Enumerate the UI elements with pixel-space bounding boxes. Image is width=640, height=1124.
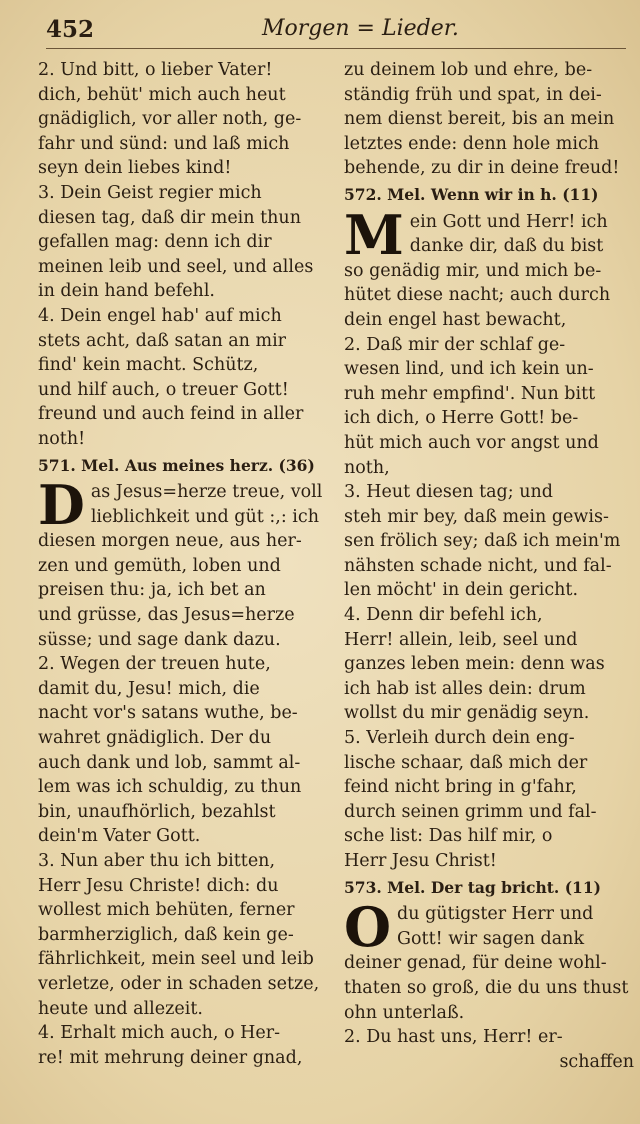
hymn-573-opening <box>344 895 634 960</box>
text-line: diesen morgen neue, aus her- <box>38 531 302 552</box>
text-line: ich dich, o Herre Gott! be- <box>344 408 579 429</box>
text-line: stets acht, daß satan an mir <box>38 330 287 351</box>
text-line: noth! <box>38 428 86 449</box>
text-line: nacht vor's satans wuthe, be- <box>38 703 298 724</box>
text-line: sen frölich sey; daß ich mein'm <box>344 531 621 552</box>
text-line: Herr Jesu Christe! dich: du <box>38 875 279 896</box>
text-line: fahr und sünd: und laß mich <box>38 133 290 154</box>
hymn-571-opening <box>38 473 330 538</box>
text-line: so genädig mir, und mich be- <box>344 260 602 281</box>
text-line: as Jesus=herze treue, voll <box>90 482 323 503</box>
text-line: du gütigster Herr und <box>397 904 594 925</box>
text-line: Herr! allein, leib, seel und <box>344 629 578 650</box>
text-line: 3. Nun aber thu ich bitten, <box>38 851 276 871</box>
text-line: Gott! wir sagen dank <box>397 928 585 949</box>
text-line: ein Gott und Herr! ich <box>409 211 608 232</box>
drop-cap: M <box>344 202 404 267</box>
text-line: bin, unaufhörlich, bezahlst <box>38 801 276 822</box>
text-line: seyn dein liebes kind! <box>38 158 232 179</box>
text-line: find' kein macht. Schütz, <box>38 355 259 376</box>
page-number: 452 <box>46 16 95 43</box>
text-line: lem was ich schuldig, zu thun <box>38 777 302 798</box>
text-line: und grüsse, das Jesus=herze <box>38 605 295 626</box>
hymn-572-heading: 572. Mel. Wenn wir in h. (11) <box>344 184 599 204</box>
text-line: ganzes leben mein: denn was <box>344 654 605 675</box>
text-line: 2. Daß mir der schlaf ge- <box>344 334 566 355</box>
text-line: diesen tag, daß dir mein thun <box>38 207 301 228</box>
running-title: Morgen = Lieder. <box>262 16 459 41</box>
text-line: wesen lind, und ich kein un- <box>344 359 594 380</box>
text-line: deiner genad, für deine wohl- <box>344 953 607 974</box>
hymn-573-heading: 573. Mel. Der tag bricht. (11) <box>344 877 601 897</box>
text-line: und hilf auch, o treuer Gott! <box>38 379 289 400</box>
hymn-571-heading: 571. Mel. Aus meines herz. (36) <box>38 455 315 475</box>
hymn-570-verses <box>38 58 330 452</box>
text-line: damit du, Jesu! mich, die <box>38 678 260 699</box>
text-line: 2. Wegen der treuen hute, <box>38 654 271 675</box>
text-line: zu deinem lob und ehre, be- <box>344 60 593 80</box>
text-line: hütet diese nacht; auch durch <box>344 285 611 306</box>
text-line: ohn unterlaß. <box>344 1002 465 1023</box>
right-column <box>344 58 634 1074</box>
text-line: lische schaar, daß mich der <box>344 752 588 773</box>
text-line: 4. Denn dir befehl ich, <box>344 605 543 626</box>
hymn-572-verses <box>344 259 634 874</box>
text-line: 5. Verleih durch dein eng- <box>344 728 575 749</box>
text-line: heute und allezeit. <box>38 998 203 1019</box>
text-line: verletze, oder in schaden setze, <box>38 973 320 994</box>
text-line: nähsten schade nicht, und fal- <box>344 555 612 576</box>
text-line: 2. Du hast uns, Herr! er- <box>344 1027 563 1048</box>
text-line: dich, behüt' mich auch heut <box>38 84 286 105</box>
text-line: danke dir, daß du bist <box>409 236 604 257</box>
text-line: steh mir bey, daß mein gewis- <box>344 506 609 527</box>
text-line: dein'm Vater Gott. <box>38 826 201 847</box>
catchword: schaffen <box>559 1051 634 1072</box>
text-line: behende, zu dir in deine freud! <box>344 158 620 179</box>
text-line: auch dank und lob, sammt al- <box>38 752 301 773</box>
text-line: barmherziglich, daß kein ge- <box>38 924 294 945</box>
text-line: freund und auch feind in aller <box>38 404 304 425</box>
text-line: re! mit mehrung deiner gnad, <box>38 1047 303 1068</box>
text-line: wahret gnädiglich. Der du <box>38 728 272 749</box>
text-line: wollst du mir genädig seyn. <box>344 703 590 724</box>
text-line: fährlichkeit, mein seel und leib <box>38 949 314 970</box>
text-line: in dein hand befehl. <box>38 281 215 302</box>
text-line: gefallen mag: denn ich dir <box>38 232 272 253</box>
text-line: hüt mich auch vor angst und <box>344 432 599 453</box>
hymn-571-continuation <box>344 58 634 181</box>
text-line: Herr Jesu Christ! <box>344 851 497 871</box>
text-line: ruh mehr empfind'. Nun bitt <box>344 383 596 404</box>
left-column <box>38 58 330 1070</box>
text-line: 4. Dein engel hab' auf mich <box>38 305 282 326</box>
text-line: noth, <box>344 457 390 478</box>
text-line: len möcht' in dein gericht. <box>344 580 579 601</box>
text-line: 4. Erhalt mich auch, o Her- <box>38 1023 281 1044</box>
text-line: thaten so groß, die du uns thust <box>344 977 629 998</box>
text-line: 2. Und bitt, o lieber Vater! <box>38 60 273 80</box>
text-line: ich hab ist alles dein: drum <box>344 678 586 699</box>
text-line: nem dienst bereit, bis an mein <box>344 109 615 130</box>
text-line: lieblichkeit und güt :,: ich <box>90 506 319 527</box>
hymn-573-verses <box>344 951 634 1074</box>
text-line: feind nicht bring in g'fahr, <box>344 777 577 798</box>
drop-cap: O <box>344 895 392 960</box>
text-line: ständig früh und spat, in dei- <box>344 84 602 105</box>
drop-cap: D <box>38 473 85 538</box>
text-line: dein engel hast bewacht, <box>344 309 567 330</box>
hymn-572-opening <box>344 202 634 267</box>
text-line: süsse; und sage dank dazu. <box>38 629 281 650</box>
text-line: durch seinen grimm und fal- <box>344 801 597 822</box>
text-line: 3. Dein Geist regier mich <box>38 182 262 203</box>
text-line: meinen leib und seel, und alles <box>38 256 314 277</box>
text-line: gnädiglich, vor aller noth, ge- <box>38 109 302 130</box>
text-line: sche list: Das hilf mir, o <box>344 826 553 847</box>
text-line: wollest mich behüten, ferner <box>38 900 295 921</box>
text-line: zen und gemüth, loben und <box>38 555 281 576</box>
text-line: preisen thu: ja, ich bet an <box>38 580 266 601</box>
page-header <box>46 14 626 49</box>
hymn-571-verses <box>38 529 330 1070</box>
text-line: letztes ende: denn hole mich <box>344 133 600 154</box>
text-line: 3. Heut diesen tag; und <box>344 482 553 503</box>
